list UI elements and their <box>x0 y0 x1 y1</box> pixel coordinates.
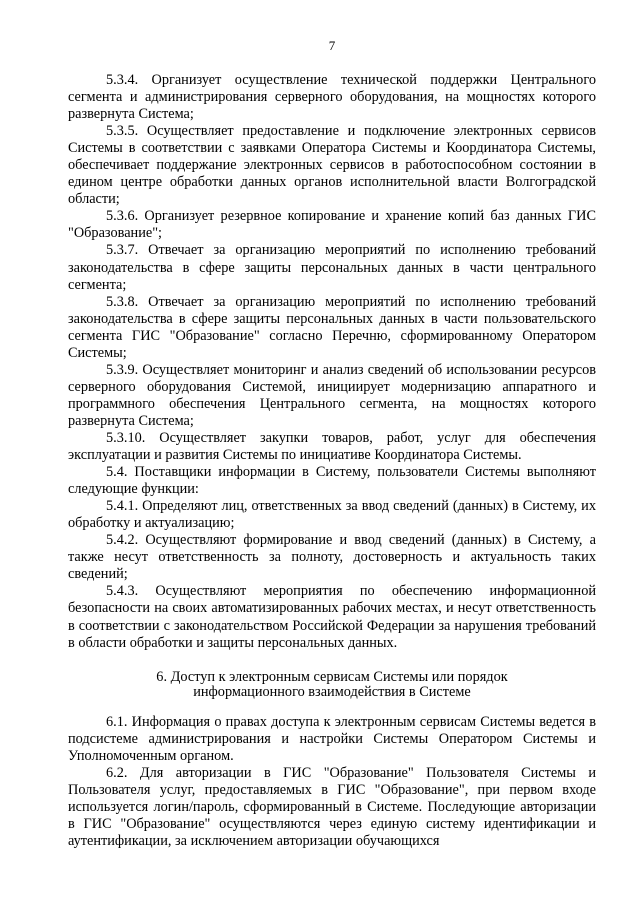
paragraph-5-3-9: 5.3.9. Осуществляет мониторинг и анализ сведений об использовании ресурсов серверного оборудования Системой, инициирует модернизацию аппаратного и программного обеспечения Центрального сегмента, на мощностях которого развернута Система; <box>68 361 596 429</box>
paragraph-5-3-10: 5.3.10. Осуществляет закупки товаров, работ, услуг для обеспечения эксплуатации и развития Системы по инициативе Координатора Системы. <box>68 429 596 464</box>
section-heading-line-1: 6. Доступ к электронным сервисам Системы или порядок <box>156 668 508 685</box>
paragraph-5-3-4: 5.3.4. Организует осуществление технической поддержки Центрального сегмента и администрирования серверного оборудования, на мощностях которого развернута Система; <box>68 72 596 123</box>
page-number: 7 <box>328 38 336 53</box>
paragraph-5-4-1: 5.4.1. Определяют лиц, ответственных за ввод сведений (данных) в Систему, их обработку и актуализацию; <box>68 498 596 532</box>
paragraph-6-1: 6.1. Информация о правах доступа к электронным сервисам Системы ведется в подсистеме администрирования и настройки Системы Оператором Системы и Уполномоченным органом. <box>68 713 596 764</box>
paragraph-5-3-5: 5.3.5. Осуществляет предоставление и подключение электронных сервисов Системы в соответствии с заявками Оператора Системы и Координатора Системы, обеспечивает поддержание электронных сервисов в работоспособном состоянии в едином центре обработки данных органов исполнительной власти Волгоградской области; <box>68 123 596 208</box>
paragraph-5-3-7: 5.3.7. Отвечает за организацию мероприятий по исполнению требований законодательства в сфере защиты персональных данных в части центрального сегмента; <box>68 242 596 293</box>
section-heading-line-2: информационного взаимодействия в Системе <box>193 683 471 700</box>
paragraph-5-3-6: 5.3.6. Организует резервное копирование и хранение копий баз данных ГИС "Образование"; <box>68 208 596 242</box>
section-heading <box>68 670 596 700</box>
paragraph-6-2: 6.2. Для авторизации в ГИС "Образование" Пользователя Системы и Пользователя услуг, предоставляемых в ГИС "Образование", при первом входе используется логин/пароль, сформированный в Системе. Последующие авторизации в ГИС "Образование" осуществляются через единую систему идентификации и аутентификации, за исключением авторизации обучающихся <box>68 764 596 849</box>
paragraph-5-4-2: 5.4.2. Осуществляют формирование и ввод сведений (данных) в Систему, а также несут ответственность за полноту, достоверность и актуальность таких сведений; <box>68 532 596 583</box>
paragraph-5-3-8: 5.3.8. Отвечает за организацию мероприятий по исполнению требований законодательства в сфере защиты персональных данных в части пользовательского сегмента ГИС "Образование" согласно Перечню, сформированному Оператором Системы; <box>68 293 596 361</box>
document-page <box>68 38 596 850</box>
paragraph-5-4-3: 5.4.3. Осуществляют мероприятия по обеспечению информационной безопасности на своих автоматизированных рабочих местах, и несут ответственность в соответствии с законодательством Российской Федерации за нарушения требований в области обработки и защиты персональных данных. <box>68 583 596 651</box>
paragraph-5-4: 5.4. Поставщики информации в Систему, пользователи Системы выполняют следующие функции: <box>68 464 596 498</box>
